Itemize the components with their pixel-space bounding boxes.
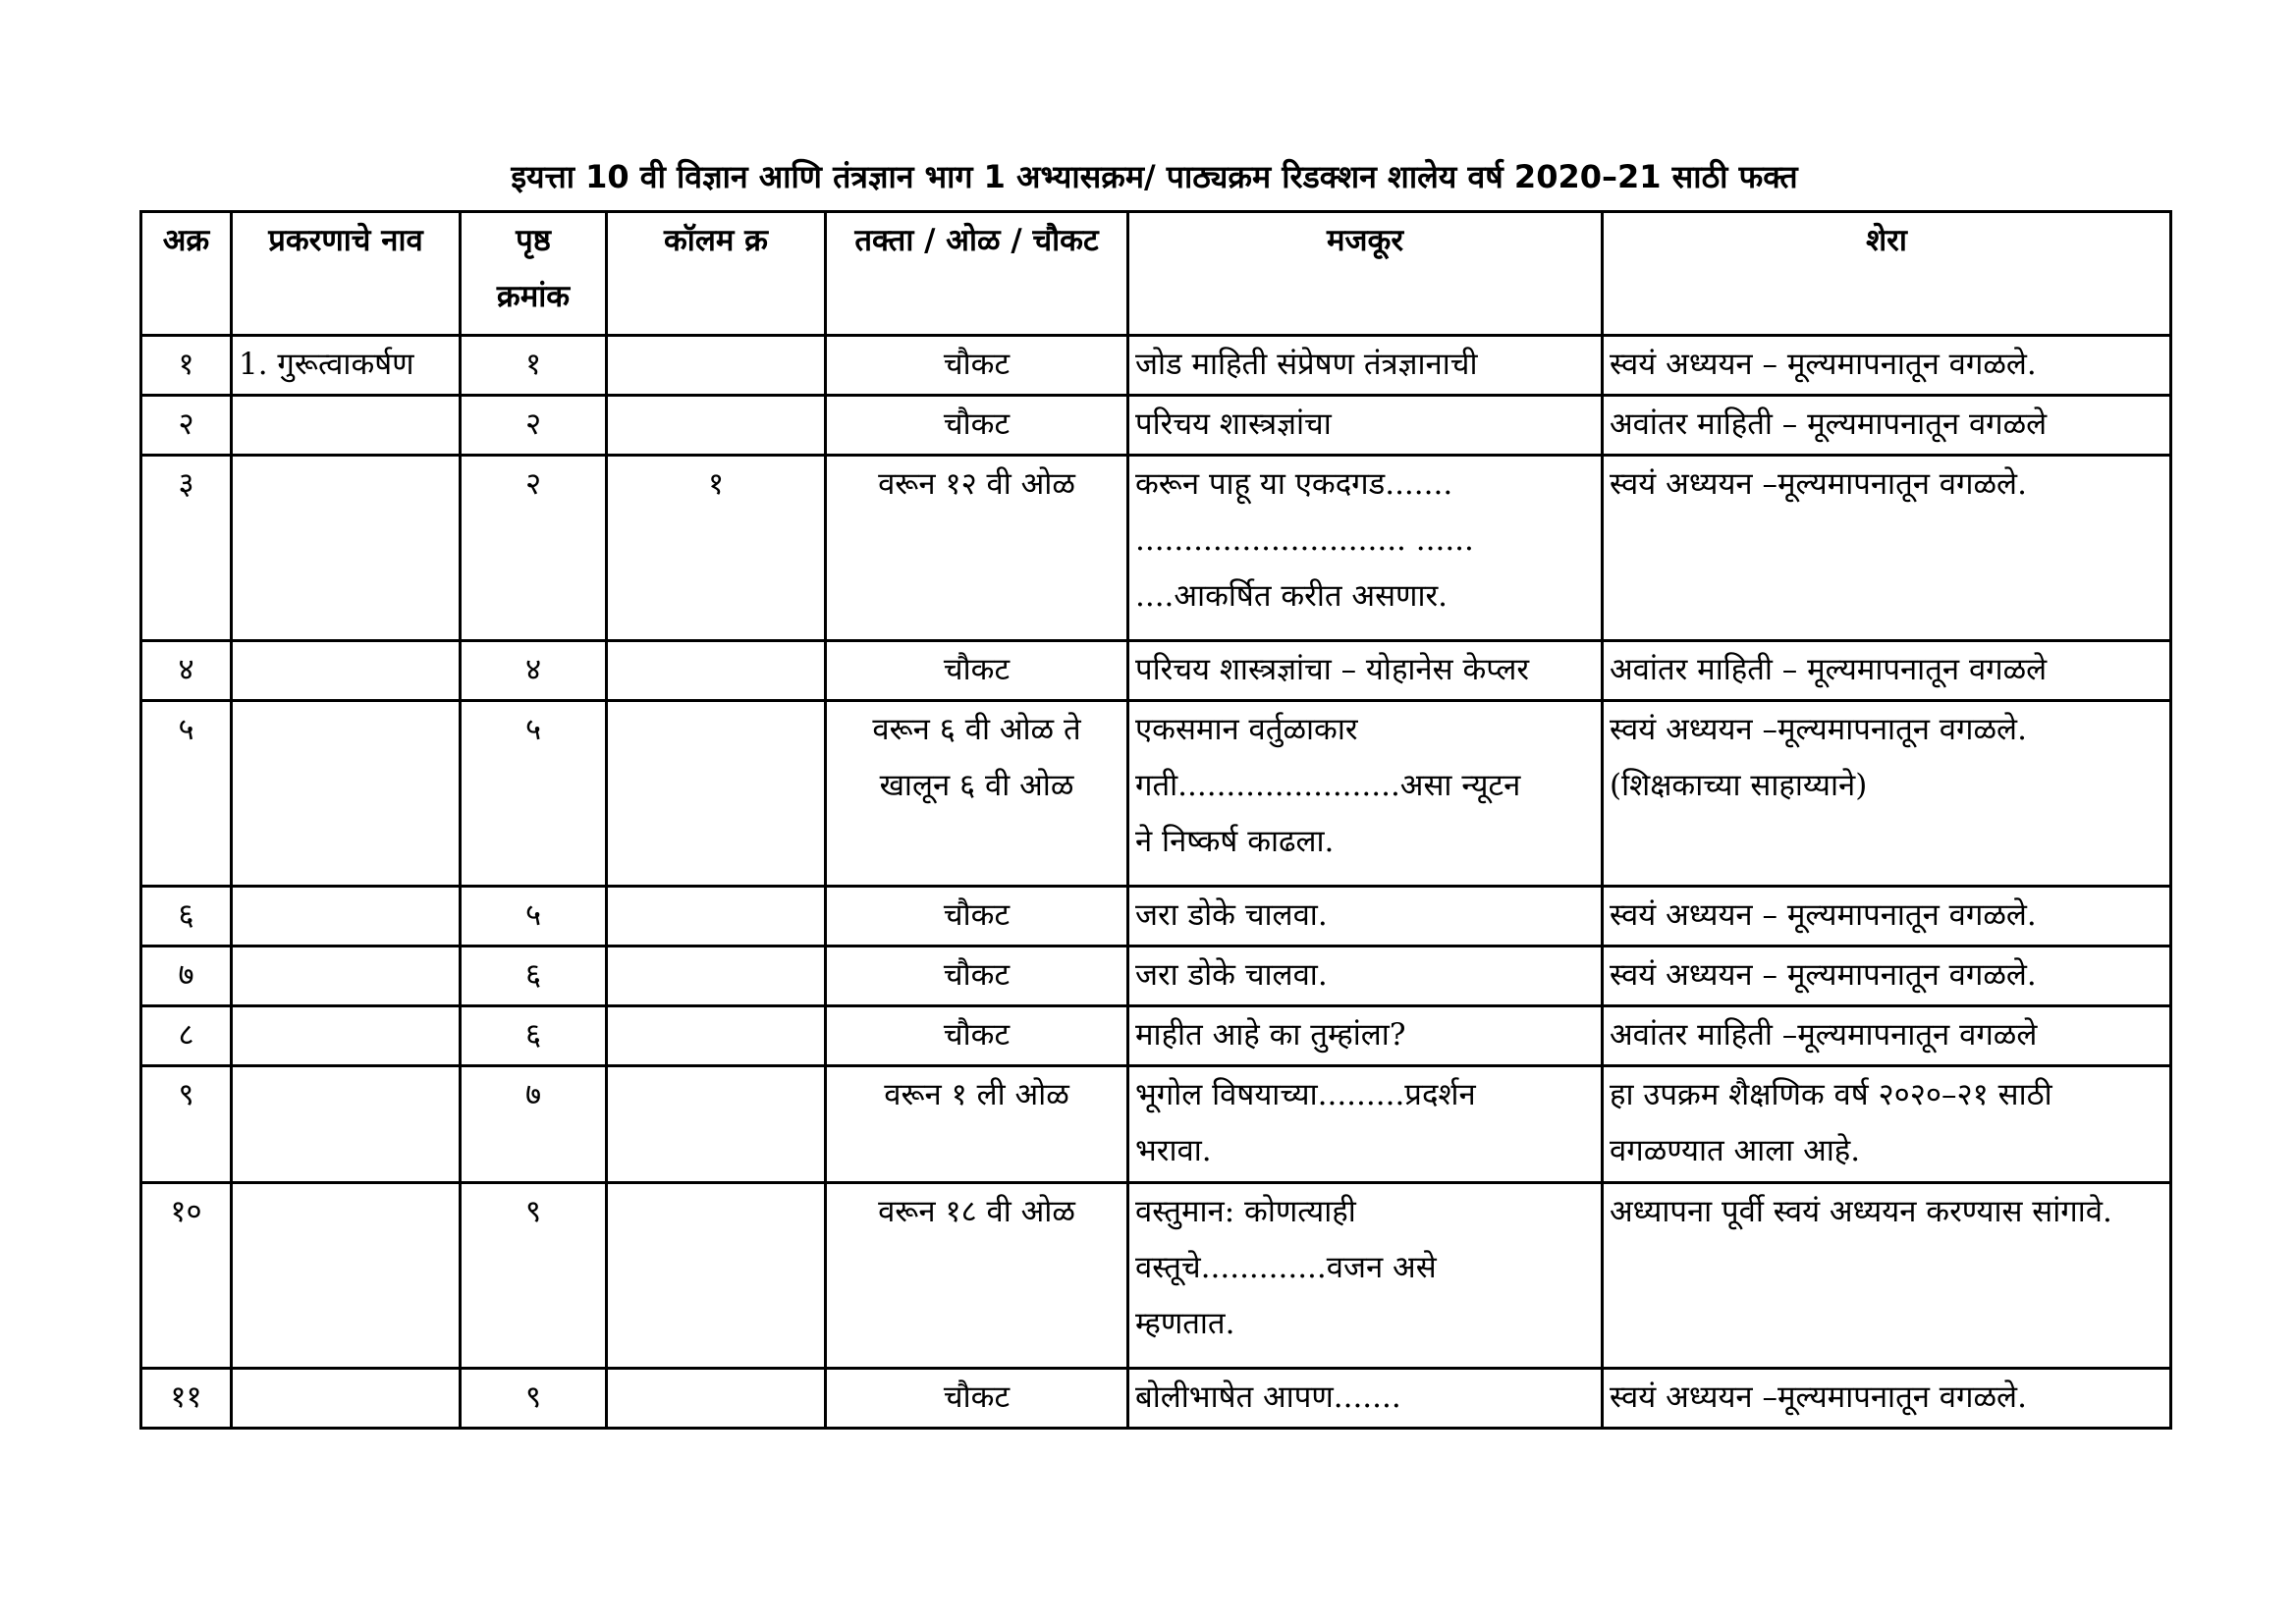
content-line: जरा डोके चालवा. <box>1135 897 1328 933</box>
cell-chapter <box>232 1183 461 1369</box>
cell-serial: ११ <box>141 1369 232 1429</box>
cell-content <box>1128 701 1603 887</box>
cell-column <box>607 947 826 1006</box>
header-serial: अक्र <box>141 212 232 336</box>
content-line: माहीत आहे का तुम्हांला? <box>1135 1017 1406 1053</box>
cell-section <box>826 336 1128 396</box>
cell-remark <box>1603 336 2171 396</box>
cell-remark <box>1603 1369 2171 1429</box>
cell-serial: ६ <box>141 887 232 947</box>
cell-page: ४ <box>461 641 607 701</box>
cell-section <box>826 396 1128 456</box>
content-line: गती.......................असा न्यूटन <box>1135 768 1521 803</box>
cell-remark <box>1603 456 2171 641</box>
cell-page: १ <box>461 336 607 396</box>
cell-serial: ५ <box>141 701 232 887</box>
cell-remark <box>1603 701 2171 887</box>
cell-page: २ <box>461 396 607 456</box>
cell-section <box>826 1183 1128 1369</box>
section-line: चौकट <box>943 406 1011 442</box>
cell-serial: ४ <box>141 641 232 701</box>
content-line: एकसमान वर्तुळाकार <box>1135 712 1358 747</box>
header-section: तक्ता / ओळ / चौकट <box>826 212 1128 336</box>
remark-line: (शिक्षकाच्या साहाय्याने) <box>1610 768 1868 803</box>
content-line: ............................ ...... <box>1135 522 1474 558</box>
cell-page: ७ <box>461 1066 607 1183</box>
cell-content <box>1128 1369 1603 1429</box>
cell-content <box>1128 456 1603 641</box>
header-content: मजकूर <box>1128 212 1603 336</box>
remark-line: वगळण्यात आला आहे. <box>1610 1133 1861 1168</box>
cell-chapter <box>232 1006 461 1066</box>
cell-column <box>607 701 826 887</box>
table-row <box>141 396 2171 456</box>
cell-chapter <box>232 1369 461 1429</box>
header-page-line2: क्रमांक <box>496 279 571 314</box>
table-row <box>141 887 2171 947</box>
remark-line: स्वयं अध्ययन –मूल्यमापनातून वगळले. <box>1610 1380 2027 1415</box>
cell-chapter <box>232 456 461 641</box>
cell-chapter <box>232 887 461 947</box>
cell-column <box>607 336 826 396</box>
content-line: जरा डोके चालवा. <box>1135 957 1328 993</box>
section-line: वरून १८ वी ओळ <box>878 1194 1075 1229</box>
cell-content <box>1128 641 1603 701</box>
document-title: इयत्ता 10 वी विज्ञान आणि तंत्रज्ञान भाग 1 अभ्यासक्रम/ पाठ्यक्रम रिडक्शन शालेय वर्ष 2020–21 साठी फक्त <box>511 158 1798 195</box>
cell-chapter <box>232 396 461 456</box>
cell-serial: ३ <box>141 456 232 641</box>
cell-column <box>607 1006 826 1066</box>
cell-section <box>826 641 1128 701</box>
section-line: चौकट <box>943 1017 1011 1053</box>
remark-line: स्वयं अध्ययन – मूल्यमापनातून वगळले. <box>1610 957 2037 993</box>
cell-remark <box>1603 1066 2171 1183</box>
table-row <box>141 1006 2171 1066</box>
content-line: ने निष्कर्ष काढला. <box>1135 824 1335 859</box>
remark-line: अवांतर माहिती – मूल्यमापनातून वगळले <box>1610 406 2048 442</box>
section-line: वरून ६ वी ओळ ते <box>872 712 1081 747</box>
cell-content <box>1128 887 1603 947</box>
table-row <box>141 701 2171 887</box>
cell-remark <box>1603 887 2171 947</box>
header-page-line1: पृष्ठ <box>516 223 551 258</box>
cell-chapter <box>232 641 461 701</box>
cell-remark <box>1603 641 2171 701</box>
content-line: वस्तुमान: कोणत्याही <box>1135 1194 1356 1229</box>
section-line: चौकट <box>943 957 1011 993</box>
table-row <box>141 1066 2171 1183</box>
remark-line: स्वयं अध्ययन –मूल्यमापनातून वगळले. <box>1610 466 2027 502</box>
cell-serial: १० <box>141 1183 232 1369</box>
cell-section <box>826 701 1128 887</box>
cell-page: ९ <box>461 1369 607 1429</box>
cell-content <box>1128 336 1603 396</box>
cell-column: १ <box>607 456 826 641</box>
cell-section <box>826 1006 1128 1066</box>
cell-serial: १ <box>141 336 232 396</box>
section-line: वरून १ ली ओळ <box>884 1077 1069 1112</box>
section-line: चौकट <box>943 347 1011 382</box>
content-line: वस्तूचे.............वजन असे <box>1135 1250 1437 1285</box>
cell-content <box>1128 1006 1603 1066</box>
cell-serial: ९ <box>141 1066 232 1183</box>
header-remark: शेरा <box>1603 212 2171 336</box>
cell-section <box>826 1369 1128 1429</box>
cell-chapter <box>232 947 461 1006</box>
cell-section <box>826 456 1128 641</box>
cell-remark <box>1603 396 2171 456</box>
content-line: करून पाहू या एकदगड....... <box>1135 466 1453 502</box>
table-row <box>141 456 2171 641</box>
table-row <box>141 1369 2171 1429</box>
cell-content <box>1128 1183 1603 1369</box>
table-row <box>141 1183 2171 1369</box>
cell-page: ५ <box>461 887 607 947</box>
content-line: भूगोल विषयाच्या.........प्रदर्शन <box>1135 1077 1476 1112</box>
cell-column <box>607 887 826 947</box>
content-line: भरावा. <box>1135 1133 1212 1168</box>
cell-page: ६ <box>461 947 607 1006</box>
table-row <box>141 641 2171 701</box>
cell-section <box>826 1066 1128 1183</box>
cell-page: ६ <box>461 1006 607 1066</box>
content-line: ....आकर्षित करीत असणार. <box>1135 578 1449 614</box>
cell-remark <box>1603 947 2171 1006</box>
cell-column <box>607 1066 826 1183</box>
cell-page: २ <box>461 456 607 641</box>
cell-serial: २ <box>141 396 232 456</box>
cell-chapter <box>232 1066 461 1183</box>
cell-column <box>607 641 826 701</box>
section-line: वरून १२ वी ओळ <box>878 466 1075 502</box>
content-line: जोड माहिती संप्रेषण तंत्रज्ञानाची <box>1135 347 1478 382</box>
cell-remark <box>1603 1183 2171 1369</box>
cell-serial: ८ <box>141 1006 232 1066</box>
header-page <box>461 212 607 336</box>
table-header-row <box>141 212 2171 336</box>
content-line: परिचय शास्त्रज्ञांचा – योहानेस केप्लर <box>1135 652 1530 687</box>
remark-line: स्वयं अध्ययन – मूल्यमापनातून वगळले. <box>1610 897 2037 933</box>
content-line: म्हणतात. <box>1135 1306 1235 1341</box>
cell-content <box>1128 947 1603 1006</box>
remark-line: अवांतर माहिती –मूल्यमापनातून वगळले <box>1610 1017 2038 1053</box>
table-body <box>141 336 2171 1429</box>
cell-column <box>607 1369 826 1429</box>
remark-line: स्वयं अध्ययन –मूल्यमापनातून वगळले. <box>1610 712 2027 747</box>
cell-content <box>1128 1066 1603 1183</box>
cell-page: ९ <box>461 1183 607 1369</box>
content-line: बोलीभाषेत आपण....... <box>1135 1380 1401 1415</box>
cell-content <box>1128 396 1603 456</box>
syllabus-reduction-table <box>139 210 2172 1430</box>
header-chapter: प्रकरणाचे नाव <box>232 212 461 336</box>
header-column: कॉलम क्र <box>607 212 826 336</box>
section-line: खालून ६ वी ओळ <box>879 768 1074 803</box>
remark-line: अध्यापना पूर्वी स्वयं अध्ययन करण्यास सांगावे. <box>1610 1194 2112 1229</box>
cell-chapter <box>232 701 461 887</box>
section-line: चौकट <box>943 897 1011 933</box>
table-row <box>141 336 2171 396</box>
remark-line: अवांतर माहिती – मूल्यमापनातून वगळले <box>1610 652 2048 687</box>
remark-line: हा उपक्रम शैक्षणिक वर्ष २०२०–२१ साठी <box>1610 1077 2052 1112</box>
remark-line: स्वयं अध्ययन – मूल्यमापनातून वगळले. <box>1610 347 2037 382</box>
content-line: परिचय शास्त्रज्ञांचा <box>1135 406 1332 442</box>
cell-serial: ७ <box>141 947 232 1006</box>
cell-remark <box>1603 1006 2171 1066</box>
cell-page: ५ <box>461 701 607 887</box>
cell-chapter: 1. गुरूत्वाकर्षण <box>232 336 461 396</box>
section-line: चौकट <box>943 1380 1011 1415</box>
cell-column <box>607 396 826 456</box>
section-line: चौकट <box>943 652 1011 687</box>
cell-column <box>607 1183 826 1369</box>
table-row <box>141 947 2171 1006</box>
cell-section <box>826 887 1128 947</box>
cell-section <box>826 947 1128 1006</box>
